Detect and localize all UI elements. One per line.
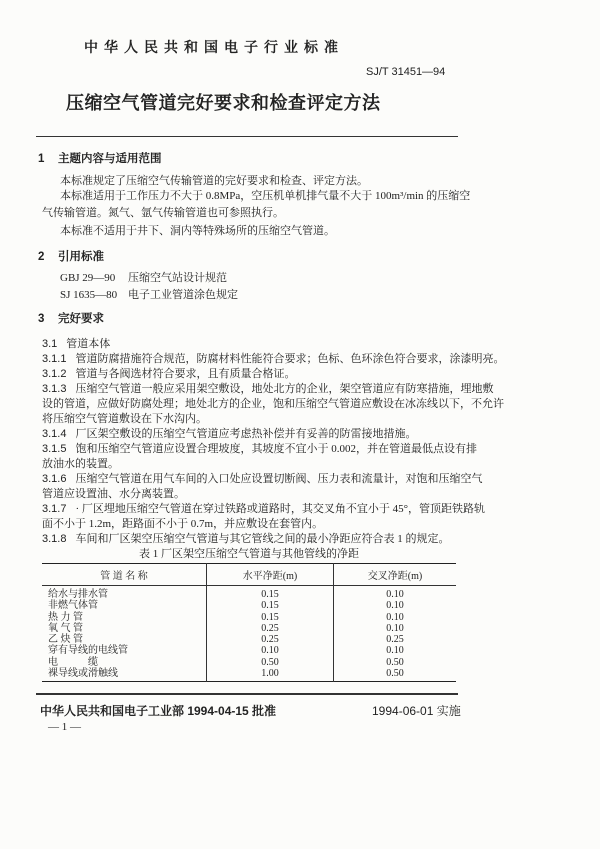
clause-text: 管道本体 (66, 338, 111, 350)
clause-number: 3.1.5 (42, 443, 67, 455)
clause-continuation: 放油水的装置。 (42, 458, 119, 470)
pipe-name-cell: 热 力 管 (48, 611, 83, 623)
section-number: 1 (38, 153, 45, 165)
section-title: 完好要求 (58, 313, 104, 325)
clause-text: 车间和厂区架空压缩空气管道与其它管线之间的最小净距应符合表 1 的规定。 (75, 533, 450, 545)
reference-name: 电子工业管道涂色规定 (128, 289, 238, 301)
cross-clearance-cell: 0.10 (334, 586, 457, 601)
horizontal-clearance-cell: 0.10 (207, 645, 334, 656)
cross-clearance-cell: 0.50 (334, 657, 457, 668)
clause-text: 压缩空气管道在用气车间的入口处应设置切断阀、压力表和流量计，对饱和压缩空气 (75, 473, 483, 485)
pipe-name-cell: 给水与排水管 (48, 589, 108, 600)
org-standard-heading: 中华人民共和国电子行业标准 (84, 39, 344, 55)
table-row (42, 657, 456, 668)
horizontal-clearance-cell: 0.25 (207, 634, 334, 645)
paragraph-continuation: 气传输管道。氮气、氩气传输管道也可参照执行。 (42, 207, 284, 219)
effective-date: 1994-06-01 实施 (372, 704, 461, 718)
pipe-name-cell: 乙 炔 管 (48, 634, 83, 646)
table-row (42, 645, 456, 656)
cross-clearance-cell: 0.25 (334, 634, 457, 645)
clause-number: 3.1.6 (42, 473, 67, 485)
cross-clearance-cell: 0.10 (334, 600, 457, 611)
clause-3-1-6 (42, 470, 483, 486)
clause-text: 饱和压缩空气管道应设置合理坡度，其坡度不宜小于 0.002，并在管道最低点设有排 (75, 443, 477, 455)
horizontal-clearance-cell: 0.15 (207, 600, 334, 611)
clearance-table (42, 563, 456, 682)
clause-text: 压缩空气管道一般应采用架空敷设，地处北方的企业，架空管道应有防寒措施，埋地敷 (75, 383, 494, 395)
section-number: 3 (38, 313, 45, 325)
pipe-name-cell: 电 缆 (48, 656, 98, 668)
clause-3-1-7 (42, 500, 486, 516)
horizontal-clearance-cell: 0.15 (207, 612, 334, 623)
page-number: — 1 — (48, 721, 81, 733)
clause-text: 管道与各阀选材符合要求，且有质量合格证。 (75, 368, 296, 380)
reference-id: SJ 1635—80 (60, 289, 118, 301)
section-1-heading (38, 150, 162, 166)
reference-item (60, 269, 456, 285)
section-2-heading (38, 248, 104, 264)
document-title: 压缩空气管道完好要求和检查评定方法 (66, 93, 381, 113)
clause-text: 厂区架空敷设的压缩空气管道应考虑热补偿并有妥善的防雷接地措施。 (75, 428, 417, 440)
clause-number: 3.1.8 (42, 533, 67, 545)
clause-number: 3.1.7 (42, 503, 67, 515)
clause-text: · 厂区埋地压缩空气管道在穿过铁路或道路时，其交叉角不宜小于 45°，管顶距铁路轨 (75, 503, 486, 515)
clause-number: 3.1.4 (42, 428, 67, 440)
cross-clearance-cell: 0.50 (334, 668, 457, 682)
clause-continuation: 面不小于 1.2m，距路面不小于 0.7m，并应敷设在套管内。 (42, 518, 324, 530)
approval-text: 中华人民共和国电子工业部 1994-04-15 批准 (40, 704, 277, 718)
clause-number: 3.1 (42, 338, 58, 350)
reference-item (60, 286, 456, 302)
table-row (42, 634, 456, 645)
standard-code: SJ/T 31451—94 (366, 66, 446, 78)
column-header: 管 道 名 称 (42, 564, 207, 586)
pipe-name-cell: 穿有导线的电线管 (48, 645, 128, 657)
cross-clearance-cell: 0.10 (334, 623, 457, 634)
paragraph: 本标准适用于工作压力不大于 0.8MPa，空压机单机排气量不大于 100m³/min 的压缩空 (60, 190, 471, 202)
paragraph: 本标准规定了压缩空气传输管道的完好要求和检查、评定方法。 (60, 175, 368, 187)
table-row (42, 586, 456, 601)
reference-id: GBJ 29—90 (60, 272, 116, 284)
horizontal-clearance-cell: 1.00 (207, 668, 334, 682)
clause-3-1-8 (42, 530, 456, 546)
section-title: 引用标准 (58, 251, 104, 263)
clause-3-1-4 (42, 425, 456, 441)
table-row (42, 612, 456, 623)
paragraph: 本标准不适用于井下、洞内等特殊场所的压缩空气管道。 (60, 225, 335, 237)
horizontal-clearance-cell: 0.25 (207, 623, 334, 634)
footer-divider (36, 693, 458, 695)
clause-3-1 (42, 335, 456, 351)
section-number: 2 (38, 251, 45, 263)
horizontal-clearance-cell: 0.50 (207, 657, 334, 668)
reference-name: 压缩空气站设计规范 (128, 272, 227, 284)
clause-continuation: 将压缩空气管道敷设在下水沟内。 (42, 413, 207, 425)
clause-3-1-1 (42, 350, 505, 366)
header-divider (36, 136, 458, 137)
column-header: 水平净距(m) (207, 564, 334, 586)
clause-3-1-3 (42, 380, 494, 396)
section-title: 主题内容与适用范围 (58, 153, 162, 165)
clause-number: 3.1.3 (42, 383, 67, 395)
table-row (42, 623, 456, 634)
table-header-row (42, 564, 456, 586)
clause-3-1-2 (42, 365, 456, 381)
pipe-name-cell: 裸导线或滑触线 (48, 668, 118, 680)
section-3-heading (38, 310, 104, 326)
clause-number: 3.1.1 (42, 353, 67, 365)
clause-continuation: 设的管道，应做好防腐处理；地处北方的企业，饱和压缩空气管道应敷设在冰冻线以下，不允许 (42, 398, 504, 410)
clause-text: 管道防腐措施符合规范，防腐材料性能符合要求；色标、色环涂色符合要求，涂漆明亮。 (75, 353, 505, 365)
clause-continuation: 管道应设置油、水分离装置。 (42, 488, 185, 500)
column-header: 交叉净距(m) (334, 564, 457, 586)
table-row (42, 668, 456, 682)
horizontal-clearance-cell: 0.15 (207, 586, 334, 601)
clause-number: 3.1.2 (42, 368, 67, 380)
cross-clearance-cell: 0.10 (334, 612, 457, 623)
pipe-name-cell: 氧 气 管 (48, 622, 83, 634)
table-row (42, 600, 456, 611)
table-caption: 表 1 厂区架空压缩空气管道与其他管线的净距 (139, 548, 359, 560)
clause-3-1-5 (42, 440, 477, 456)
pipe-name-cell: 非燃气体管 (48, 600, 98, 612)
cross-clearance-cell: 0.10 (334, 645, 457, 656)
